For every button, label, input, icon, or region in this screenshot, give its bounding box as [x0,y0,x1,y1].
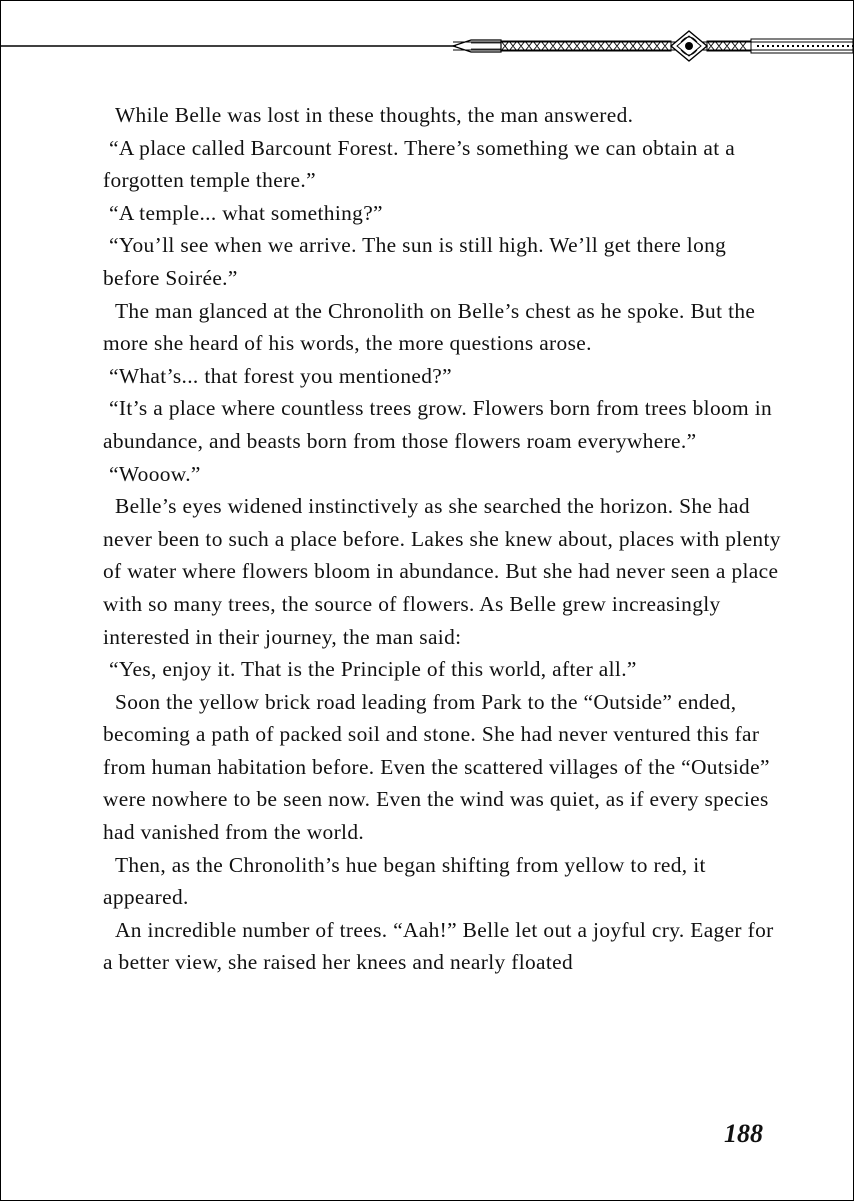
narration-paragraph: Then, as the Chronolith’s hue began shifting from yellow to red, it appeared. [103,852,706,910]
narration-paragraph: Soon the yellow brick road leading from Park to the “Outside” ended, becoming a path of packed soil and stone. She had never ventured this far from human habitation before. Even the scattered villages of the “Outside” were nowhere to be seen now. Even the wind was quiet, as if every species had vanished from the world. [103,689,770,845]
story-text [103,99,783,979]
narration-paragraph: Belle’s eyes widened instinctively as she searched the horizon. She had never been to such a place before. Lakes she knew about, places with plenty of water where flowers bloom in abundance. But she had never seen a place with so many trees, the source of flowers. As Belle grew increasingly interested in their journey, the man said: [103,494,781,649]
narration-paragraph: An incredible number of trees. “Aah!” Belle let out a joyful cry. Eager for a better view, she raised her knees and nearly floated [103,917,774,975]
dialogue-paragraph: “You’ll see when we arrive. The sun is still high. We’ll get there long before Soirée.” [103,233,727,290]
dialogue-paragraph: “Yes, enjoy it. That is the Principle of this world, after all.” [109,657,637,682]
dialogue-paragraph: “What’s... that forest you mentioned?” [109,363,452,388]
page-number: 188 [724,1119,763,1148]
decorative-header-border [1,29,854,65]
dialogue-paragraph: “A temple... what something?” [109,200,383,225]
narration-paragraph: While Belle was lost in these thoughts, the man answered. [115,103,634,127]
narration-paragraph: The man glanced at the Chronolith on Belle’s chest as he spoke. But the more she heard of his words, the more questions arose. [103,298,756,356]
dialogue-paragraph: “It’s a place where countless trees grow. Flowers born from trees bloom in abundance, and beasts born from those flowers roam everywhere.” [103,396,773,453]
dialogue-paragraph: “A place called Barcount Forest. There’s something we can obtain at a forgotten temple there.” [103,135,736,193]
dialogue-paragraph: “Wooow.” [109,461,201,486]
